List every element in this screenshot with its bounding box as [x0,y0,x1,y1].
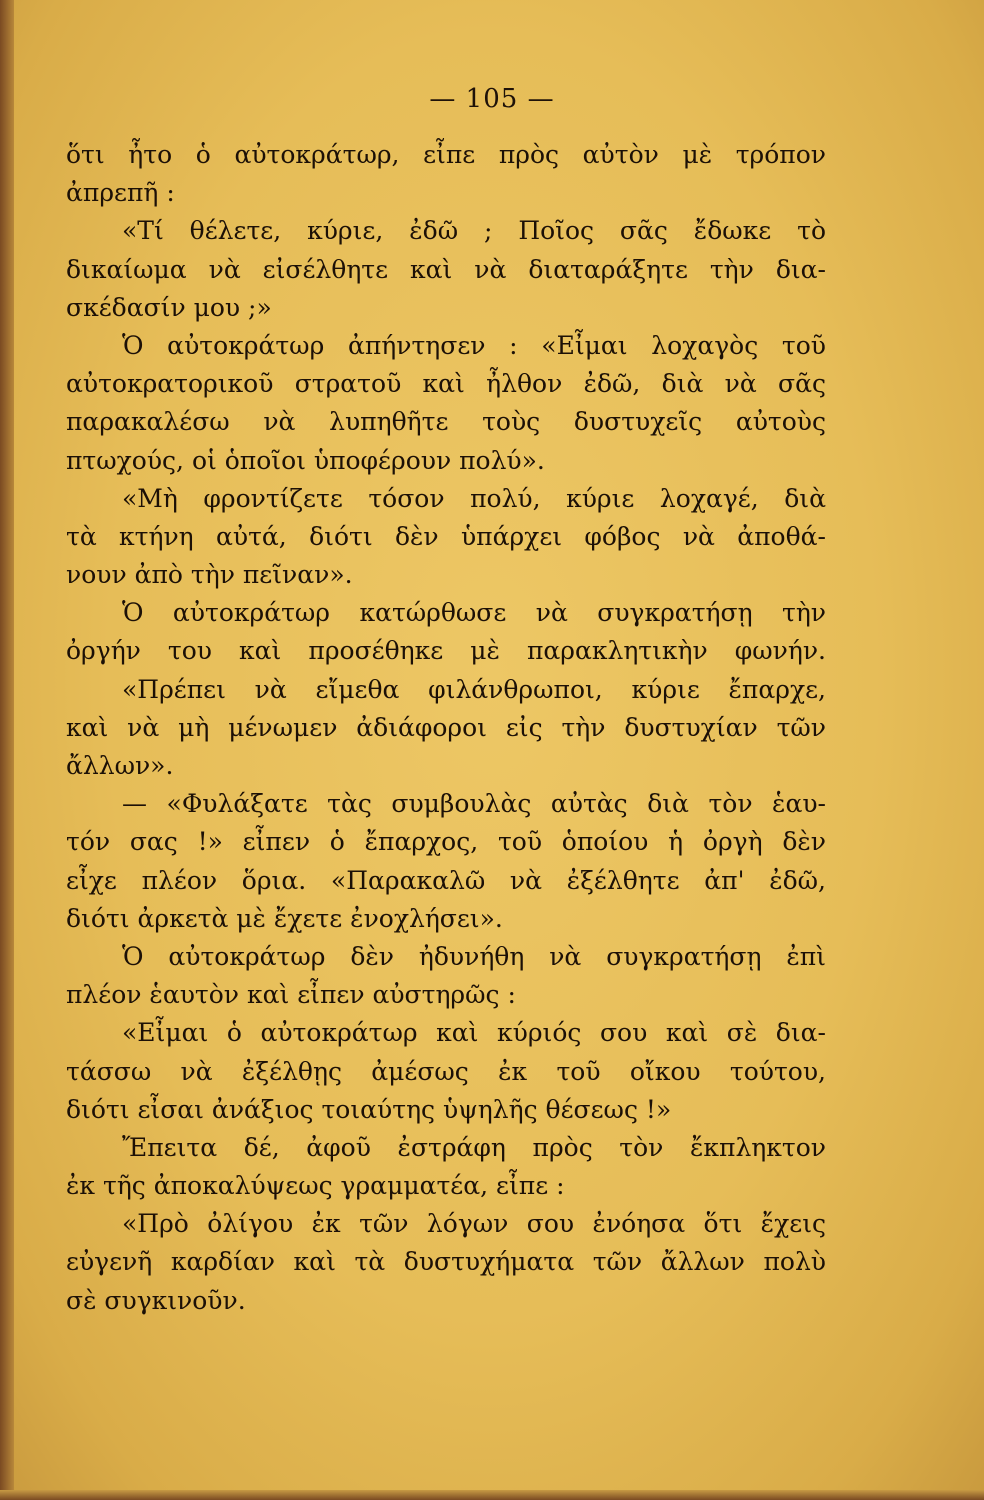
text-line: «Πρέπει νὰ εἴμεθα φιλάνθρωποι, κύριε ἔπαρχε, [122,674,826,704]
text-line: «Τί θέλετε, κύριε, ἐδῶ ; Ποῖος σᾶς ἔδωκε τὸ [122,216,826,246]
text-line: καὶ νὰ μὴ μένωμεν ἀδιάφοροι εἰς τὴν δυστυχίαν τῶν [66,712,826,742]
text-line: ὅτι ἦτο ὁ αὐτοκράτωρ, εἶπε πρὸς αὐτὸν μὲ τρόπον [66,140,826,169]
text-line: «Πρὸ ὀλίγου ἐκ τῶν λόγων σου ἐνόησα ὅτι ἔχεις [122,1209,826,1239]
text-line: Ὁ αὐτοκράτωρ δὲν ἠδυνήθη νὰ συγκρατήσῃ ἐπὶ [122,941,826,971]
text-line: «Μὴ φροντίζετε τόσον πολύ, κύριε λοχαγέ, διὰ [122,483,826,513]
text-line: Ὁ αὐτοκράτωρ ἀπήντησεν : «Εἶμαι λοχαγὸς τοῦ [122,330,826,360]
text-line: τόν σας !» εἶπεν ὁ ἔπαρχος, τοῦ ὁποίου ἡ ὀργὴ δὲν [66,827,826,857]
text-line: — «Φυλάξατε τὰς συμβουλὰς αὐτὰς διὰ τὸν ἑαυ- [122,789,826,819]
page-edge-bottom [0,1490,984,1500]
page-edge-left [0,0,14,1500]
text-line: Ὁ αὐτοκράτωρ κατώρθωσε νὰ συγκρατήσῃ τὴν [122,598,826,628]
text-line: παρακαλέσω νὰ λυπηθῆτε τοὺς δυστυχεῖς αὐτοὺς [66,407,826,437]
text-line: διότι ἀρκετὰ μὲ ἔχετε ἐνοχλήσει». [66,903,503,933]
text-line: σὲ συγκινοῦν. [66,1285,246,1315]
text-line: τάσσω νὰ ἐξέλθῃς ἀμέσως ἐκ τοῦ οἴκου τούτου, [66,1056,826,1086]
text-line: δικαίωμα νὰ εἰσέλθητε καὶ νὰ διαταράξητε τὴν δια- [66,254,826,284]
text-line: τὰ κτήνη αὐτά, διότι δὲν ὑπάρχει φόβος νὰ ἀποθά- [66,521,826,551]
text-line: ἐκ τῆς ἀποκαλύψεως γραμματέα, εἶπε : [66,1171,565,1201]
text-line: εἶχε πλέον ὅρια. «Παρακαλῶ νὰ ἐξέλθητε ἀπ' ἐδῶ, [66,865,826,895]
text-line: ἀπρεπῆ : [66,178,175,208]
text-line: νουν ἀπὸ τὴν πεῖναν». [66,560,353,590]
text-line: «Εἶμαι ὁ αὐτοκράτωρ καὶ κύριός σου καὶ σὲ δια- [122,1018,826,1048]
text-line: Ἔπειτα δέ, ἀφοῦ ἐστράφη πρὸς τὸν ἔκπληκτον [122,1132,826,1162]
text-line: αὐτοκρατορικοῦ στρατοῦ καὶ ἦλθον ἐδῶ, διὰ νὰ σᾶς [66,369,826,399]
text-line: ἄλλων». [66,751,174,780]
text-line: διότι εἶσαι ἀνάξιος τοιαύτης ὑψηλῆς θέσεως !» [66,1094,672,1124]
text-line: πτωχούς, οἱ ὁποῖοι ὑποφέρουν πολύ». [66,445,545,475]
page-number: — 105 — [429,84,555,114]
body-text [66,136,826,1320]
text-line: ὀργήν του καὶ προσέθηκε μὲ παρακλητικὴν φωνήν. [66,636,826,666]
text-line: σκέδασίν μου ;» [66,292,272,322]
text-line: εὐγενῆ καρδίαν καὶ τὰ δυστυχήματα τῶν ἄλλων πολὺ [66,1247,826,1277]
text-line: πλέον ἑαυτὸν καὶ εἶπεν αὐστηρῶς : [66,980,516,1010]
